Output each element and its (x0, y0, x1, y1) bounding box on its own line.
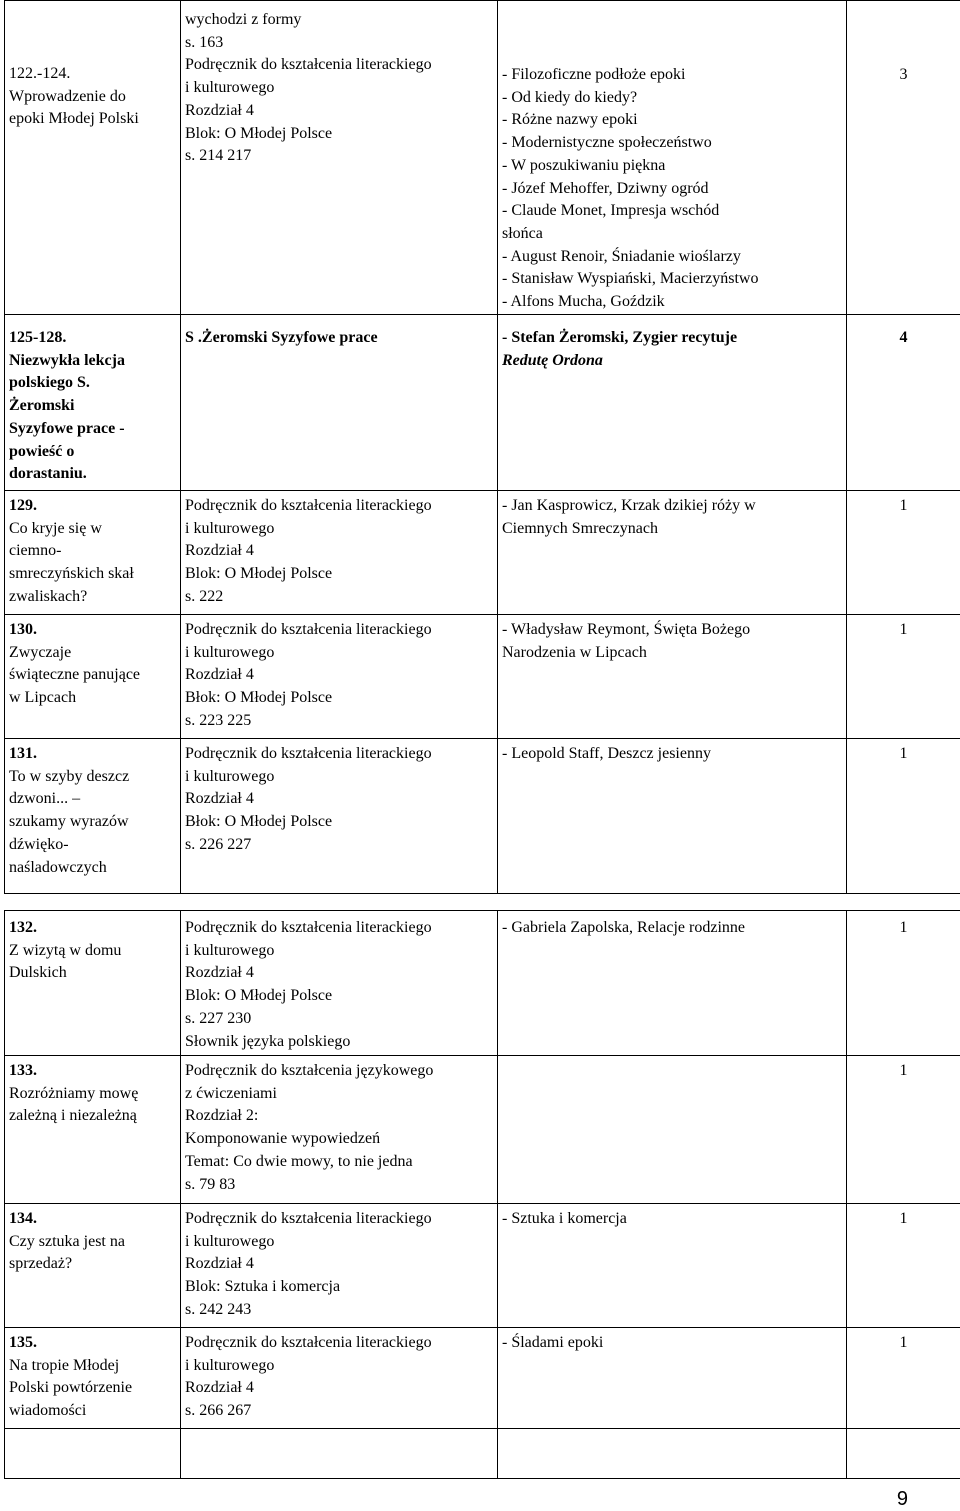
topic-line: - Stefan Żeromski, Zygier recytuje (502, 327, 842, 350)
empty-row (5, 1429, 960, 1479)
materials-line: Podręcznik do kształcenia literackiego (185, 1332, 493, 1355)
materials-cell (181, 1204, 498, 1328)
materials-line: Blok: O Młodej Polsce (185, 985, 493, 1008)
hours-value: 1 (851, 1332, 956, 1355)
materials-line: Podręcznik do kształcenia językowego (185, 1060, 493, 1083)
materials-line: Komponowanie wypowiedzeń (185, 1128, 493, 1151)
materials-cell (181, 491, 498, 615)
lesson-number: 133. (9, 1060, 176, 1083)
lesson-title-line: Co kryje się w (9, 518, 176, 541)
materials-line: s. 214 217 (185, 145, 493, 168)
materials-line: Błok: O Młodej Polsce (185, 687, 493, 710)
table-row (5, 1328, 960, 1429)
materials-line: i kulturowego (185, 77, 493, 100)
hours-cell (847, 315, 960, 491)
topic-line: - Józef Mehoffer, Dziwny ogród (502, 178, 842, 201)
lesson-cell (5, 1, 181, 315)
topics-cell (498, 911, 847, 1056)
topic-line: - Gabriela Zapolska, Relacje rodzinne (502, 917, 842, 940)
lesson-cell (5, 1056, 181, 1204)
materials-cell (181, 615, 498, 739)
materials-line: s. 222 (185, 586, 493, 609)
hours-value: 1 (851, 1060, 956, 1083)
hours-cell (847, 1056, 960, 1204)
materials-cell (181, 1, 498, 315)
materials-cell (181, 1056, 498, 1204)
topics-cell (498, 739, 847, 894)
lesson-title-line: Z wizytą w domu (9, 940, 176, 963)
hours-cell (847, 739, 960, 894)
hours-cell (847, 615, 960, 739)
topic-line: Redutę Ordona (502, 350, 842, 373)
topics-cell (498, 491, 847, 615)
topic-line: - Jan Kasprowicz, Krzak dzikiej róży w (502, 495, 842, 518)
materials-line: s. 227 230 (185, 1008, 493, 1031)
lesson-plan-table (4, 0, 960, 1479)
page-number: 9 (897, 1488, 908, 1511)
topic-line: - Filozoficzne podłoże epoki (502, 64, 842, 87)
topics-cell (498, 315, 847, 491)
lesson-title-line: Na tropie Młodej (9, 1355, 176, 1378)
materials-line: Blok: O Młodej Polsce (185, 563, 493, 586)
lesson-title-line: ciemno- (9, 540, 176, 563)
table-row (5, 911, 960, 1056)
empty-cell (847, 1429, 960, 1479)
materials-line: Podręcznik do kształcenia literackiego (185, 619, 493, 642)
hours-cell (847, 1328, 960, 1429)
materials-line: Blok: O Młodej Polsce (185, 123, 493, 146)
topic-line: - W poszukiwaniu piękna (502, 155, 842, 178)
materials-line: wychodzi z formy (185, 9, 493, 32)
topic-line: Narodzenia w Lipcach (502, 642, 842, 665)
lesson-title-line: Rozróżniamy mowę (9, 1083, 176, 1106)
topics-cell (498, 615, 847, 739)
materials-line: Błok: O Młodej Polsce (185, 811, 493, 834)
materials-line: i kulturowego (185, 940, 493, 963)
lesson-number: 125-128. (9, 327, 176, 350)
topic-line: Ciemnych Smreczynach (502, 518, 842, 541)
topics-cell (498, 1328, 847, 1429)
lesson-cell (5, 1328, 181, 1429)
lesson-title-line: zależną i niezależną (9, 1105, 176, 1128)
table-row (5, 1204, 960, 1328)
topic-line: - Różne nazwy epoki (502, 109, 842, 132)
topic-line: - Sztuka i komercja (502, 1208, 842, 1231)
topics-cell (498, 1204, 847, 1328)
table-row (5, 739, 960, 894)
materials-line: i kulturowego (185, 1355, 493, 1378)
table-row (5, 615, 960, 739)
hours-cell (847, 1, 960, 315)
lesson-title-line: naśladowczych (9, 857, 176, 880)
materials-line: Rozdział 4 (185, 1253, 493, 1276)
lesson-title-line: dzwoni... – (9, 788, 176, 811)
lesson-title-line: polskiego S. (9, 372, 176, 395)
materials-line: Podręcznik do kształcenia literackiego (185, 743, 493, 766)
materials-line: Podręcznik do kształcenia literackiego (185, 54, 493, 77)
lesson-title-line: w Lipcach (9, 687, 176, 710)
materials-cell (181, 315, 498, 491)
topic-line: - Alfons Mucha, Goździk (502, 291, 842, 314)
empty-cell (498, 1429, 847, 1479)
lesson-title-line: sprzedaż? (9, 1253, 176, 1276)
materials-line: Rozdział 4 (185, 100, 493, 123)
materials-line: Rozdział 4 (185, 664, 493, 687)
topic-line: - Śladami epoki (502, 1332, 842, 1355)
lesson-title-line: Czy sztuka jest na (9, 1231, 176, 1254)
hours-cell (847, 911, 960, 1056)
lesson-title-line: szukamy wyrazów (9, 811, 176, 834)
table-row (5, 491, 960, 615)
table-row (5, 315, 960, 491)
lesson-title-line: Wprowadzenie do (9, 86, 176, 109)
materials-line: i kulturowego (185, 642, 493, 665)
lesson-title-line: Zwyczaje (9, 642, 176, 665)
materials-line: s. 223 225 (185, 710, 493, 733)
lesson-title-line: świąteczne panujące (9, 664, 176, 687)
hours-cell (847, 491, 960, 615)
materials-line: s. 79 83 (185, 1174, 493, 1197)
materials-line: s. 242 243 (185, 1299, 493, 1322)
topic-line: - Leopold Staff, Deszcz jesienny (502, 743, 842, 766)
lesson-number: 122.-124. (9, 63, 176, 86)
materials-line: Rozdział 4 (185, 1377, 493, 1400)
topic-line: słońca (502, 223, 842, 246)
hours-value: 1 (851, 619, 956, 642)
table-row (5, 1, 960, 315)
materials-line: Rozdział 4 (185, 962, 493, 985)
hours-value: 3 (851, 64, 956, 87)
materials-cell (181, 1328, 498, 1429)
lesson-title-line: powieść o (9, 441, 176, 464)
lesson-cell (5, 911, 181, 1056)
materials-line: i kulturowego (185, 1231, 493, 1254)
lesson-number: 134. (9, 1208, 176, 1231)
hours-value: 1 (851, 1208, 956, 1231)
lesson-title-line: Polski powtórzenie (9, 1377, 176, 1400)
lesson-number: 129. (9, 495, 176, 518)
materials-line: i kulturowego (185, 518, 493, 541)
lesson-title-line: zwaliskach? (9, 586, 176, 609)
topic-line: - Stanisław Wyspiański, Macierzyństwo (502, 268, 842, 291)
hours-value: 4 (851, 327, 956, 350)
lesson-cell (5, 315, 181, 491)
materials-line: Podręcznik do kształcenia literackiego (185, 1208, 493, 1231)
materials-line: Słownik języka polskiego (185, 1031, 493, 1054)
lesson-cell (5, 491, 181, 615)
materials-line: Podręcznik do kształcenia literackiego (185, 495, 493, 518)
topics-cell (498, 1056, 847, 1204)
hours-value: 1 (851, 917, 956, 940)
materials-cell (181, 911, 498, 1056)
materials-line: i kulturowego (185, 766, 493, 789)
group-gap (5, 894, 960, 911)
topic-line: - Władysław Reymont, Święta Bożego (502, 619, 842, 642)
materials-line: Blok: Sztuka i komercja (185, 1276, 493, 1299)
lesson-title-line: dźwięko- (9, 834, 176, 857)
lesson-number: 131. (9, 743, 176, 766)
lesson-title-line: Syzyfowe prace - (9, 418, 176, 441)
topics-cell (498, 1, 847, 315)
lesson-cell (5, 1204, 181, 1328)
lesson-title-line: smreczyńskich skał (9, 563, 176, 586)
lesson-cell (5, 739, 181, 894)
group-gap-cell (5, 894, 960, 911)
hours-value: 1 (851, 495, 956, 518)
topic-line: - Modernistyczne społeczeństwo (502, 132, 842, 155)
materials-line: s. 266 267 (185, 1400, 493, 1423)
materials-line: Temat: Co dwie mowy, to nie jedna (185, 1151, 493, 1174)
topic-line: - August Renoir, Śniadanie wioślarzy (502, 246, 842, 269)
lesson-title-line: wiadomości (9, 1400, 176, 1423)
materials-line: S .Żeromski Syzyfowe prace (185, 327, 493, 350)
materials-line: s. 163 (185, 32, 493, 55)
table-row (5, 1056, 960, 1204)
hours-cell (847, 1204, 960, 1328)
lesson-number: 132. (9, 917, 176, 940)
hours-value: 1 (851, 743, 956, 766)
lesson-number: 130. (9, 619, 176, 642)
lesson-cell (5, 615, 181, 739)
lesson-title-line: epoki Młodej Polski (9, 108, 176, 131)
topic-line: - Claude Monet, Impresja wschód (502, 200, 842, 223)
lesson-title-line: Żeromski (9, 395, 176, 418)
materials-line: Rozdział 4 (185, 540, 493, 563)
materials-cell (181, 739, 498, 894)
materials-line: s. 226 227 (185, 834, 493, 857)
lesson-title-line: To w szyby deszcz (9, 766, 176, 789)
materials-line: z ćwiczeniami (185, 1083, 493, 1106)
empty-cell (181, 1429, 498, 1479)
lesson-number: 135. (9, 1332, 176, 1355)
lesson-title-line: dorastaniu. (9, 463, 176, 486)
lesson-title-line: Dulskich (9, 962, 176, 985)
empty-cell (5, 1429, 181, 1479)
materials-line: Rozdział 2: (185, 1105, 493, 1128)
materials-line: Rozdział 4 (185, 788, 493, 811)
lesson-title-line: Niezwykła lekcja (9, 350, 176, 373)
topic-line: - Od kiedy do kiedy? (502, 87, 842, 110)
materials-line: Podręcznik do kształcenia literackiego (185, 917, 493, 940)
